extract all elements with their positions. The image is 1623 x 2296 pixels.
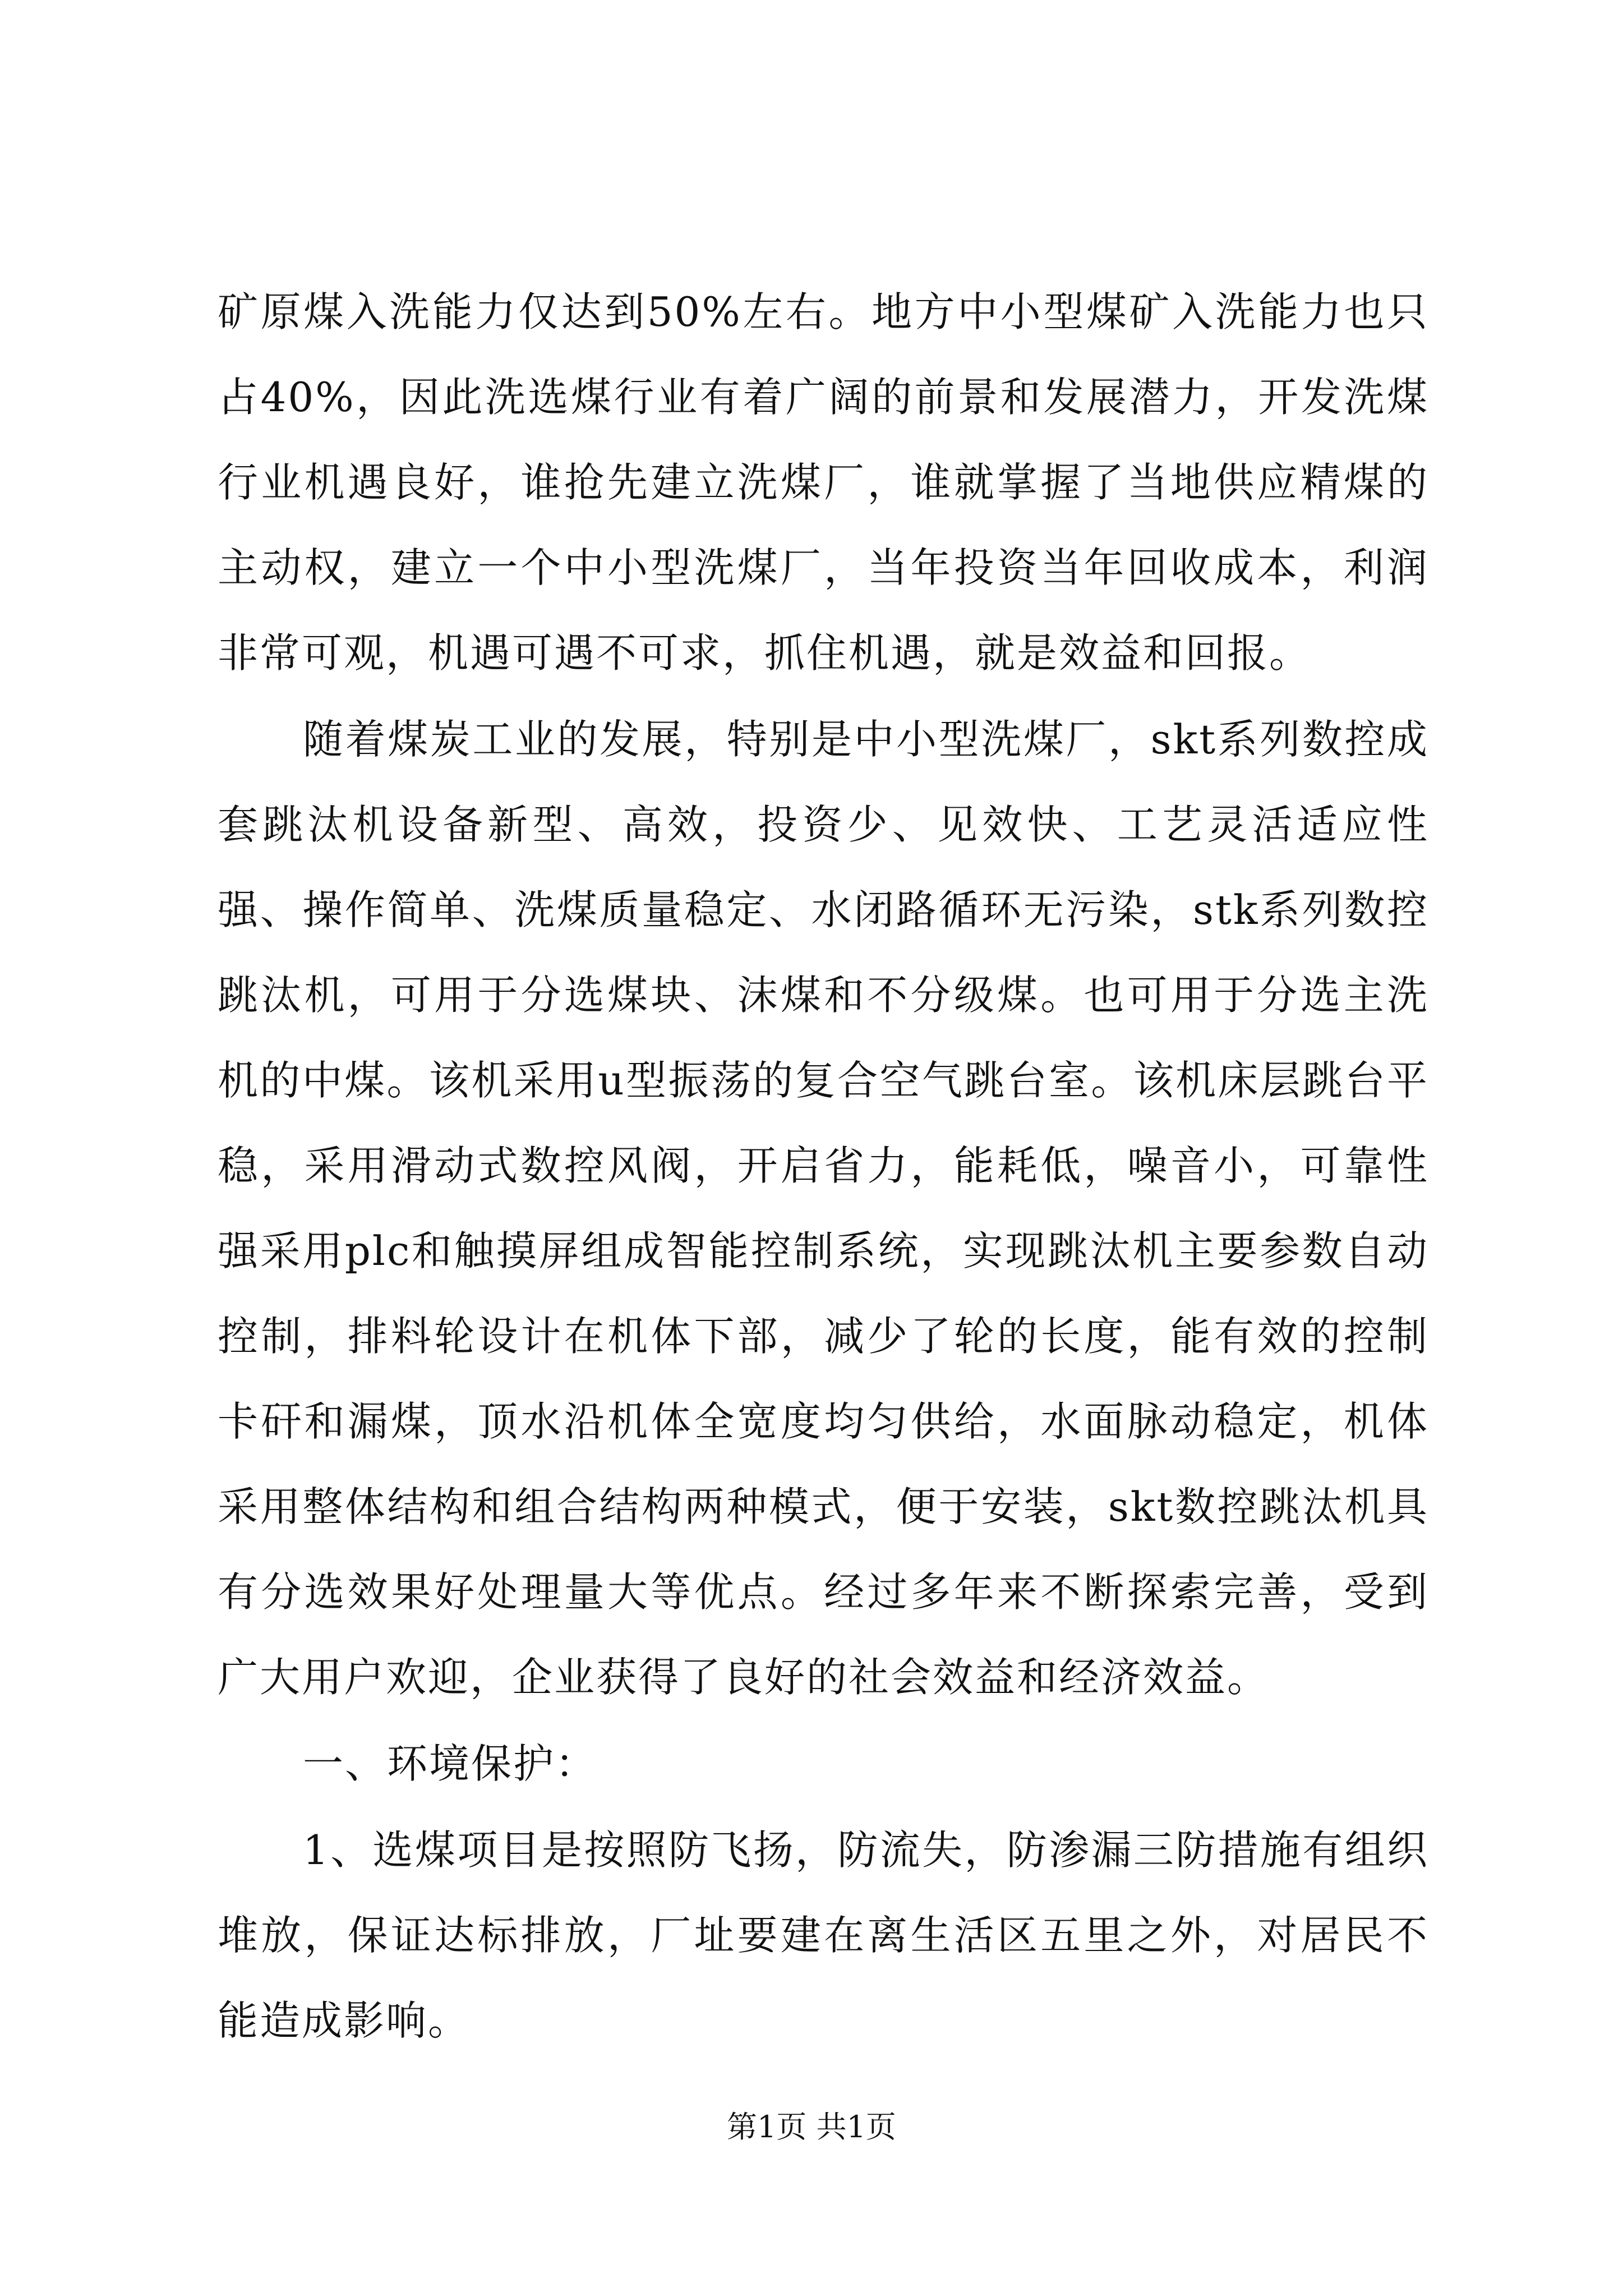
paragraph-continuation: 矿原煤入洗能力仅达到50%左右。地方中小型煤矿入洗能力也只占40%，因此洗选煤行业有着广阔的前景和发展潜力，开发洗煤行业机遇良好，谁抢先建立洗煤厂，谁就掌握了当地供应精煤的主动权，建立一个中小型洗煤厂，当年投资当年回收成本，利润非常可观，机遇可遇不可求，抓住机遇，就是效益和回报。 [218, 288, 1429, 677]
paragraph-item-1: 1、选煤项目是按照防飞扬，防流失，防渗漏三防措施有组织堆放，保证达标排放，厂址要建在离生活区五里之外，对居民不能造成影响。 [218, 1826, 1429, 2044]
document-body [218, 269, 1429, 2064]
page-footer: 第1页 共1页 [727, 2109, 896, 2145]
paragraph-jig-machine: 随着煤炭工业的发展，特别是中小型洗煤厂，skt系列数控成套跳汰机设备新型、高效，投资少、见效快、工艺灵活适应性强、操作简单、洗煤质量稳定、水闭路循环无污染，stk系列数控跳汰机，可用于分选煤块、沫煤和不分级煤。也可用于分选主洗机的中煤。该机采用u型振荡的复合空气跳台室。该机床层跳台平稳，采用滑动式数控风阀，开启省力，能耗低，噪音小，可靠性强采用plc和触摸屏组成智能控制系统，实现跳汰机主要参数自动控制，排料轮设计在机体下部，减少了轮的长度，能有效的控制卡矸和漏煤，顶水沿机体全宽度均匀供给，水面脉动稳定，机体采用整体结构和组合结构两种模式，便于安装，skt数控跳汰机具有分选效果好处理量大等优点。经过多年来不断探索完善，受到广大用户欢迎，企业获得了良好的社会效益和经济效益。 [218, 716, 1429, 1701]
section-heading-environmental-protection: 一、环境保护： [303, 1740, 598, 1787]
